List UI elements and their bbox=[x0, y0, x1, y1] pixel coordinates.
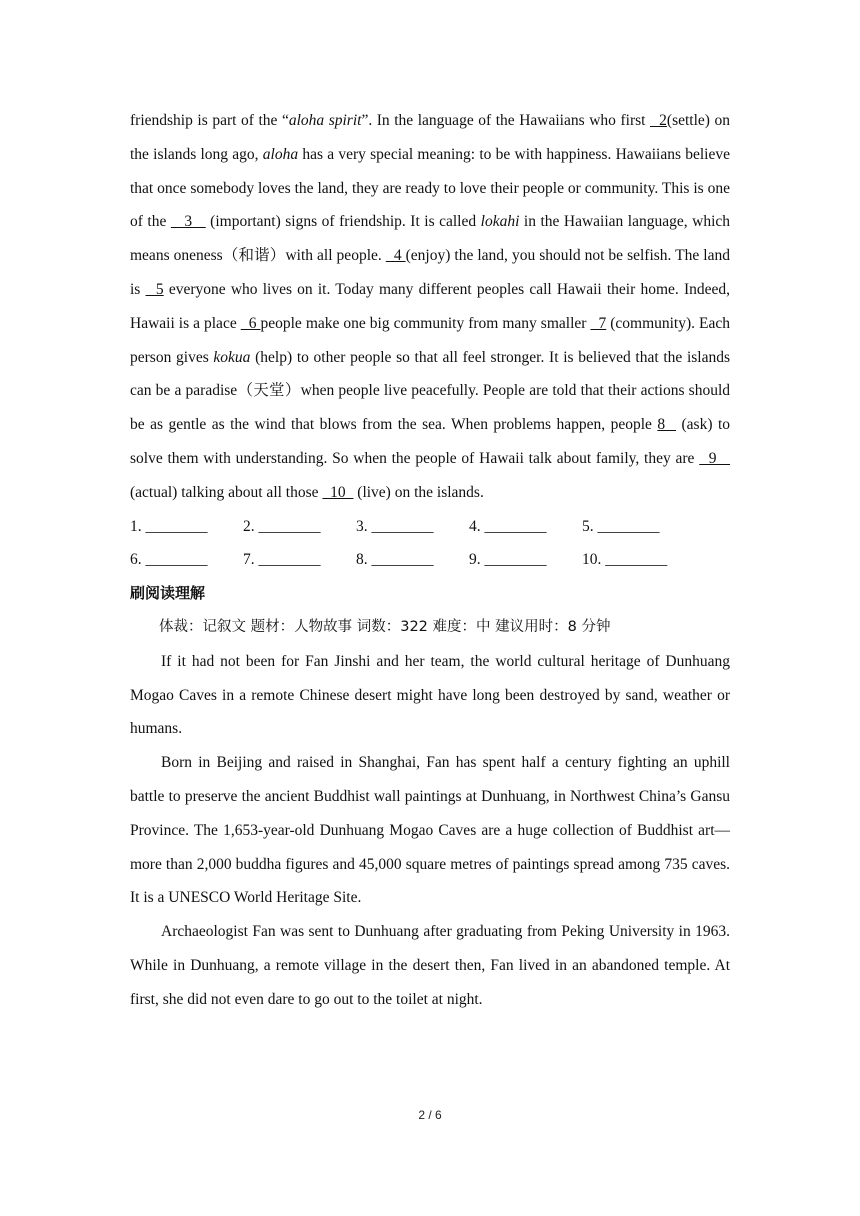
answer-line: 9. ________ bbox=[469, 551, 547, 569]
italic-term: kokua bbox=[213, 348, 251, 366]
text: (enjoy) the land, you should not be selfish. The land is bbox=[130, 247, 730, 298]
page-content bbox=[130, 104, 730, 1017]
text: (community). Each person gives bbox=[130, 314, 731, 366]
answer-line: 1. ________ bbox=[130, 517, 208, 535]
answer-line: 10. ________ bbox=[582, 551, 668, 569]
text: (important) signs of friendship. It is called bbox=[205, 213, 481, 231]
answer-line: 6. ________ bbox=[130, 551, 208, 569]
text: friendship is part of the “ bbox=[130, 112, 289, 129]
passage-1 bbox=[130, 104, 730, 510]
blank-5: 5 bbox=[145, 280, 164, 298]
blank-10: 10 bbox=[322, 483, 354, 501]
text: everyone who lives on it. Today many different peoples call Hawaii their home. Indeed, Hawaii is a place bbox=[130, 280, 731, 332]
answer-line: 3. ________ bbox=[356, 517, 434, 535]
paragraph: Archaeologist Fan was sent to Dunhuang after graduating from Peking University in 1963. While in Dunhuang, a remote village in the desert then, Fan lived in an abandoned temple. At first, she did not even dare to go out to the toilet at night. bbox=[130, 923, 730, 1008]
blank-8: 8 bbox=[657, 416, 677, 434]
blank-2: 2 bbox=[650, 112, 667, 129]
answer-line: 5. ________ bbox=[582, 517, 660, 535]
answer-line: 4. ________ bbox=[469, 517, 547, 535]
text: people make one big community from many smaller bbox=[260, 314, 591, 332]
blank-7: 7 bbox=[590, 314, 607, 332]
blank-6: 6 bbox=[240, 314, 261, 332]
paragraph: Born in Beijing and raised in Shanghai, Fan has spent half a century fighting an uphill battle to preserve the ancient Buddhist wall paintings at Dunhuang, in Northwest China’s Gansu Province. The 1,653-year-old Dunhuang Mogao Caves are a huge collection of Buddhist art—more than 2,000 buddha figures and 45,000 square metres of paintings spread among 735 caves. It is a UNESCO World Heritage Site. bbox=[130, 754, 730, 907]
text: (ask) to solve them with understanding. So when the people of Hawaii talk about family, they are bbox=[130, 416, 731, 467]
italic-term: lokahi bbox=[480, 213, 520, 231]
text: has a very special meaning: to be with happiness. Hawaiians believe that once somebody loves the land, they are ready to love their people or community. This is one of the bbox=[130, 145, 730, 231]
answer-line: 2. ________ bbox=[243, 517, 321, 535]
section-heading: 刷阅读理解 bbox=[130, 584, 206, 603]
answer-row-2 bbox=[130, 543, 730, 577]
answer-line: 7. ________ bbox=[243, 551, 321, 569]
text: (live) on the islands. bbox=[353, 483, 484, 501]
italic-term: aloha bbox=[262, 145, 299, 163]
answer-row-1 bbox=[130, 510, 730, 544]
blank-9: 9 bbox=[699, 449, 730, 467]
page-number: 2 / 6 bbox=[418, 1108, 442, 1122]
paragraph: If it had not been for Fan Jinshi and her team, the world cultural heritage of Dunhuang Mogao Caves in a remote Chinese desert might have long been destroyed by sand, weather or humans. bbox=[130, 652, 730, 738]
text: (help) to other people so that all feel stronger. It is believed that the islands can be a paradise（天堂）when people live peacefully. People are told that their actions should be as gentle as the wind that blows from the sea. When problems happen, people bbox=[130, 348, 731, 434]
text: ”. In the language of the Hawaiians who first bbox=[361, 112, 651, 129]
blank-4: 4 bbox=[385, 247, 406, 265]
blank-3: 3 bbox=[170, 213, 206, 231]
answer-line: 8. ________ bbox=[356, 551, 434, 569]
text: in the Hawaiian language, which means oneness（和谐）with all people. bbox=[130, 213, 731, 265]
text: (actual) talking about all those bbox=[130, 483, 323, 501]
italic-term: aloha spirit bbox=[288, 112, 362, 129]
text: (settle) on the islands long ago, bbox=[130, 112, 731, 163]
section-meta: 体裁：记叙文 题材：人物故事 词数：322 难度：中 建议用时：8 分钟 bbox=[159, 618, 611, 635]
